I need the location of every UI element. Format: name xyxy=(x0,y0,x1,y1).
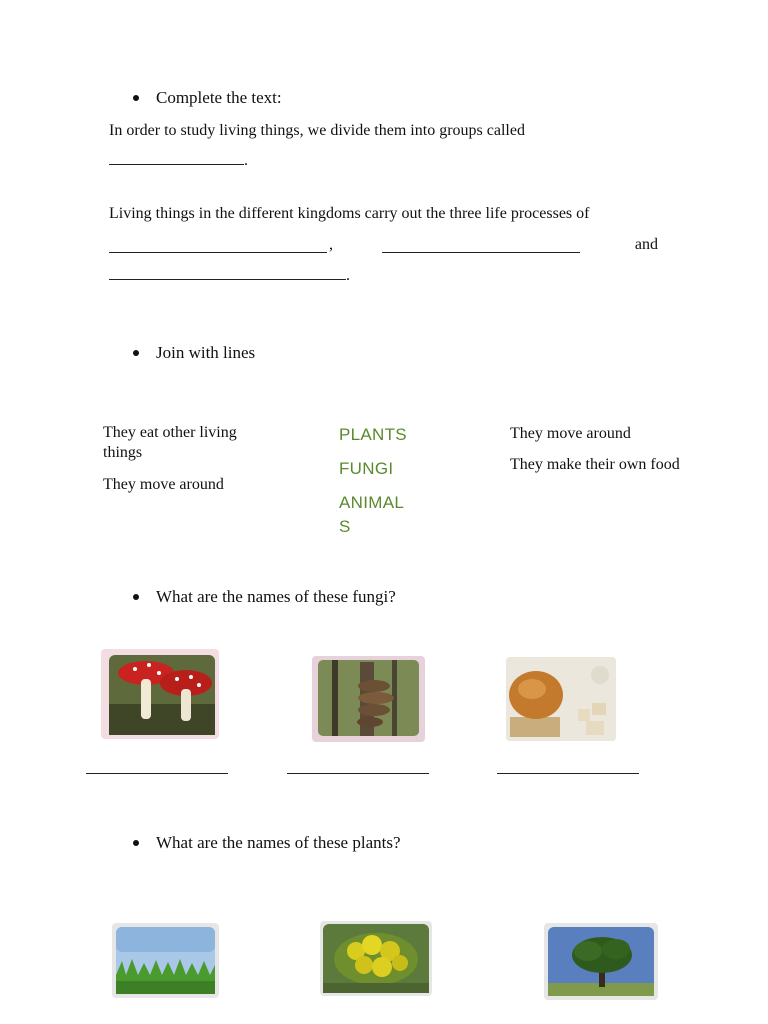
life-processes-last-row xyxy=(109,261,350,291)
mushroom-image xyxy=(101,649,219,739)
bullet-icon xyxy=(133,594,139,600)
match-right-item[interactable]: They make their own food xyxy=(510,456,680,473)
paragraph-life-processes xyxy=(109,199,658,229)
and-word: and xyxy=(634,236,658,253)
match-left-item[interactable]: They eat other living things xyxy=(103,424,237,461)
period: . xyxy=(244,152,248,169)
answer-blank[interactable] xyxy=(382,238,580,253)
plants-bullet xyxy=(133,833,401,853)
mushroom-photo xyxy=(101,649,219,739)
comma: , xyxy=(329,236,333,253)
life-processes-blanks-row xyxy=(109,230,658,260)
shrub-image xyxy=(320,921,432,996)
answer-line[interactable] xyxy=(287,773,429,774)
grass-image xyxy=(112,923,219,998)
bread-image xyxy=(506,657,616,741)
paragraph-life-processes-text: Living things in the different kingdoms carry out the three life processes of xyxy=(109,205,590,222)
kingdom-animals-part2[interactable]: S xyxy=(339,517,351,536)
shrub-photo xyxy=(320,921,432,996)
kingdom-fungi[interactable]: FUNGI xyxy=(339,459,394,478)
join-lines-heading: Join with lines xyxy=(156,343,256,362)
paragraph-groups xyxy=(109,116,669,176)
bread-yeast-photo xyxy=(506,657,616,741)
answer-blank[interactable] xyxy=(109,238,327,253)
fungi-heading: What are the names of these fungi? xyxy=(156,587,396,606)
answer-blank[interactable] xyxy=(109,150,244,165)
bracket-fungus-image xyxy=(312,656,425,742)
answer-blank[interactable] xyxy=(109,265,346,280)
answer-line[interactable] xyxy=(86,773,228,774)
match-left-item[interactable]: They move around xyxy=(103,476,224,493)
kingdom-plants[interactable]: PLANTS xyxy=(339,425,407,444)
bullet-icon xyxy=(133,840,139,846)
bracket-fungus-photo xyxy=(312,656,425,742)
complete-text-bullet xyxy=(133,88,282,108)
bullet-icon xyxy=(133,95,139,101)
join-lines-bullet xyxy=(133,343,255,363)
bullet-icon xyxy=(133,350,139,356)
kingdom-animals-part1[interactable]: ANIMAL xyxy=(339,493,405,512)
grass-photo xyxy=(112,923,219,998)
tree-image xyxy=(544,923,658,1000)
answer-line[interactable] xyxy=(497,773,639,774)
paragraph-groups-text: In order to study living things, we divide them into groups called xyxy=(109,122,525,139)
fungi-bullet xyxy=(133,587,396,607)
tree-photo xyxy=(544,923,658,1000)
period: . xyxy=(346,267,350,284)
plants-heading: What are the names of these plants? xyxy=(156,833,401,852)
complete-text-heading: Complete the text: xyxy=(156,88,282,107)
match-right-item[interactable]: They move around xyxy=(510,425,631,442)
